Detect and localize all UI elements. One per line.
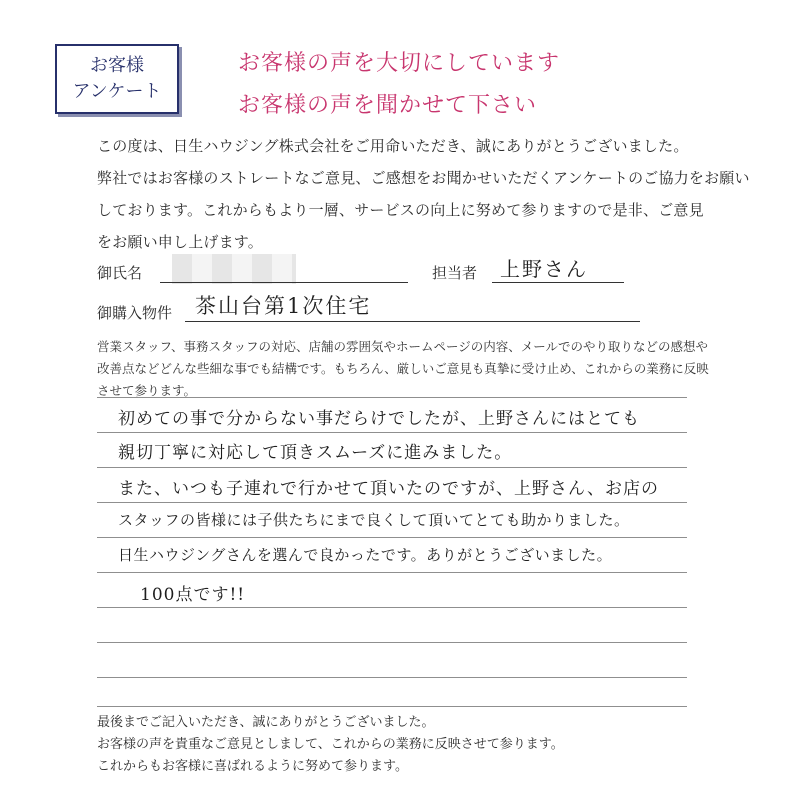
intro-line: 弊社ではお客様のストレートなご意見、ご感想をお聞かせいただくアンケートのご協力をお願い (97, 169, 750, 187)
badge-line-2: アンケート (72, 81, 162, 102)
intro-line: をお願い申し上げます。 (97, 233, 264, 251)
ruled-line (97, 642, 687, 643)
footer-line: お客様の声を貴重なご意見としまして、これからの業務に反映させて参ります。 (97, 737, 564, 752)
property-label: 御購入物件 (97, 304, 173, 322)
ruled-line (97, 432, 687, 433)
survey-badge (55, 44, 179, 114)
property-value: 茶山台第1次住宅 (195, 294, 372, 318)
ruled-line (97, 537, 687, 538)
ruled-line (97, 572, 687, 573)
footer-line: 最後までご記入いただき、誠にありがとうございました。 (97, 715, 435, 730)
answer-line: 親切丁寧に対応して頂きスムーズに進みました。 (118, 443, 513, 463)
answer-line: 日生ハウジングさんを選んで良かったです。ありがとうございました。 (118, 546, 613, 564)
headline-line-2: お客様の声を聞かせて下さい (238, 93, 538, 118)
ruled-line (97, 677, 687, 678)
ruled-line (97, 706, 687, 707)
intro-line: この度は、日生ハウジング株式会社をご用命いただき、誠にありがとうございました。 (97, 137, 689, 155)
guide-line: 営業スタッフ、事務スタッフの対応、店舗の雰囲気やホームページの内容、メールでのやり取りなどの感想や (97, 339, 709, 354)
headline-line-1: お客様の声を大切にしています (238, 51, 561, 76)
staff-label: 担当者 (432, 264, 478, 282)
answer-line: 初めての事で分からない事だらけでしたが、上野さんにはとても (118, 409, 640, 429)
staff-underline (492, 282, 624, 283)
staff-value: 上野さん (500, 257, 588, 281)
badge-line-1: お客様 (90, 55, 144, 76)
property-underline (185, 321, 640, 322)
name-redaction (172, 254, 296, 284)
intro-paragraph (97, 130, 750, 258)
guide-line: させて参ります。 (97, 383, 197, 398)
answer-line: また、いつも子連れで行かせて頂いたのですが、上野さん、お店の (118, 479, 660, 499)
ruled-line (97, 607, 687, 608)
survey-guide-text (97, 336, 709, 402)
footer-line: これからもお客様に喜ばれるように努めて参ります。 (97, 759, 408, 774)
answer-line: スタッフの皆様には子供たちにまで良くして頂いてとても助かりました。 (118, 511, 630, 529)
ruled-line (97, 397, 687, 398)
ruled-line (97, 502, 687, 503)
name-underline (160, 282, 408, 283)
footer-thanks (97, 712, 564, 778)
ruled-line (97, 467, 687, 468)
intro-line: しております。これからもより一層、サービスの向上に努めて参りますので是非、ご意見 (97, 201, 704, 219)
guide-line: 改善点などどんな些細な事でも結構です。もちろん、厳しいご意見も真摯に受け止め、これからの業務に反映 (97, 361, 709, 376)
name-label: 御氏名 (97, 264, 143, 282)
answer-line: 100点です!! (140, 585, 246, 605)
